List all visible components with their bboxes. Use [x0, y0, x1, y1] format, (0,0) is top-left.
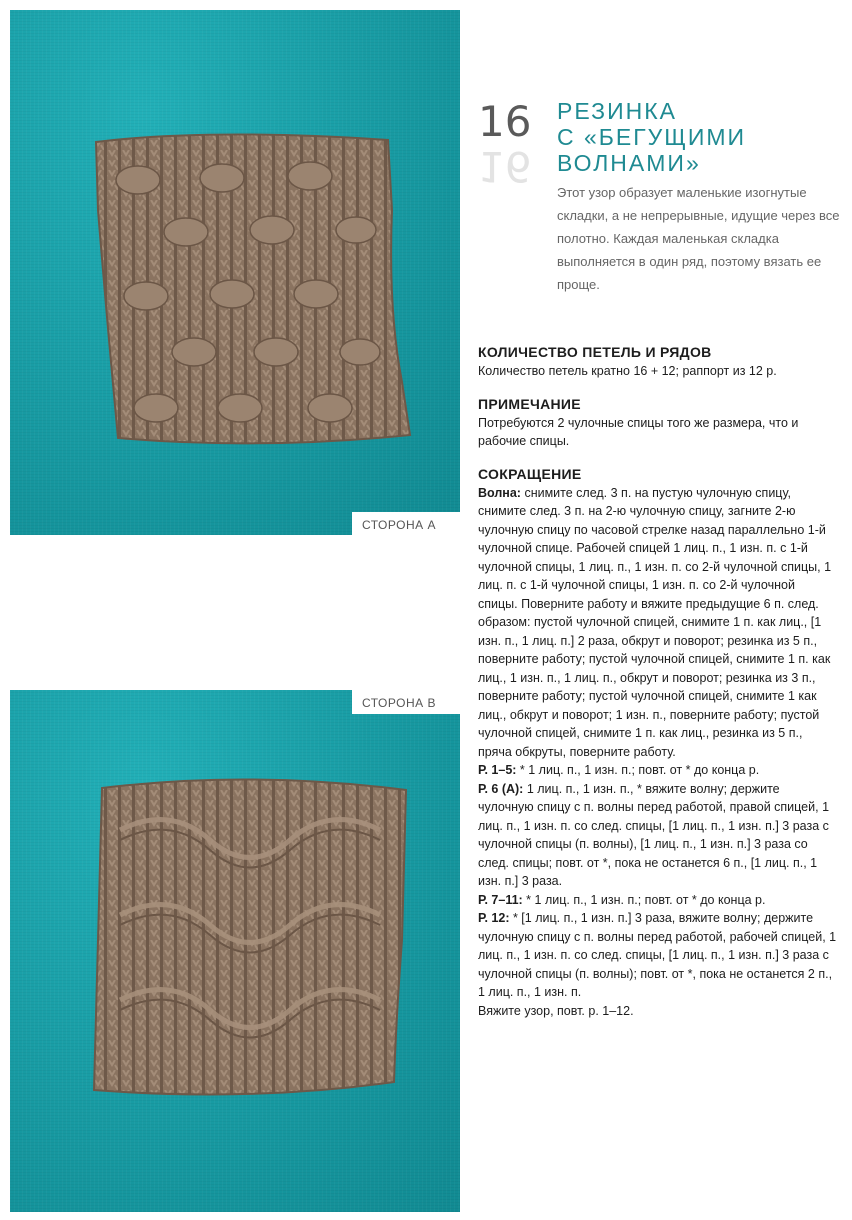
row-text: * 1 лиц. п., 1 изн. п.; повт. от * до конца р.: [516, 763, 760, 777]
row-text: 1 лиц. п., 1 изн. п., * вяжите волну; держите чулочную спицу с п. волны перед работой, правой спицей, 1 лиц. п., 1 изн. п. со след. спицы, [1 лиц. п., 1 изн. п.] 3 раза с чулочной спицы (п. волны), [1 лиц. п., 1 изн. п.] 3 раза со след. спицы; повт. от *, пока не останется 6 п., [1 лиц. п., 1 изн. п.] 3 раза.: [478, 781, 830, 888]
note-text: Потребуются 2 чулочные спицы того же размера, что и рабочие спицы.: [478, 415, 799, 448]
pattern-number: 16: [478, 97, 532, 146]
pattern-number-reflection: 16: [478, 142, 532, 191]
instructions: [478, 342, 838, 1020]
row-label: Р. 12:: [478, 911, 510, 925]
pattern-intro: Этот узор образует маленькие изогнутые складки, а не непрерывные, идущие через все полотно. Каждая маленькая складка выполняется в один ряд, поэтому вязать ее проще.: [557, 185, 840, 292]
title-line: РЕЗИНКА: [557, 98, 677, 124]
stitches-heading: КОЛИЧЕСТВО ПЕТЕЛЬ И РЯДОВ: [478, 344, 712, 360]
row-instruction: [478, 891, 838, 910]
pattern-title: [557, 98, 837, 176]
title-line: ВОЛНАМИ»: [557, 150, 701, 176]
row-instruction: [478, 909, 838, 1002]
row-text: * [1 лиц. п., 1 изн. п.] 3 раза, вяжите волну; держите чулочную спицу с п. волны перед работой, рабочей спицей, 1 лиц. п., 1 изн. п. со след. спицы, [1 лиц. п., 1 изн. п.] 3 раза с чулочной спицы (п. волны); повт. от *, пока не останется 2 п., 1 лиц. п., 1 изн. п.: [478, 911, 837, 999]
row-label: Р. 1–5:: [478, 763, 517, 777]
final-instruction: Вяжите узор, повт. р. 1–12.: [478, 1003, 634, 1018]
row-instruction: [478, 761, 838, 780]
swatch-photo-side-a: [10, 10, 460, 535]
stitches-text: Количество петель кратно 16 + 12; раппорт из 12 р.: [478, 364, 777, 378]
side-a-label: СТОРОНА A: [352, 512, 460, 536]
title-line: С «БЕГУЩИМИ: [557, 124, 747, 150]
row-label: Р. 6 (А):: [478, 781, 524, 796]
knitted-swatch-a: [10, 10, 460, 535]
swatch-photo-side-b: [10, 690, 460, 1212]
row-text: * 1 лиц. п., 1 изн. п.; повт. от * до конца р.: [522, 892, 766, 907]
abbrev-heading: СОКРАЩЕНИЕ: [478, 465, 582, 482]
wave-term: Волна:: [478, 485, 521, 500]
wave-text: снимите след. 3 п. на пустую чулочную спицу, снимите след. 3 п. на 2-ю чулочную спицу, загните 2-ю чулочную спицу по часовой стрелке назад параллельно 1-й чулочной спице. Рабочей спицей 1 лиц. п., 1 изн. п. с 1-й чулочной спицы, 1 лиц. п., 1 изн. п. со 2-й чулочной спицы, 1 лиц. п. с 1-й чулочной спицы, 1 изн. п. со 2-й чулочной спицы. Поверните работу и вяжите предыдущие 6 п. след. образом: пустой чулочной спицей, снимите 1 п. как лиц., [1 изн. п., 1 лиц. п.] 2 раза, обкрут и поворот; резинка из 5 п., поверните работу; пустой чулочной спицей, снимите 1 п. как лиц., 1 изн. п., 1 лиц. п., обкрут и поворот; резинка из 3 п., поверните работу; пустой чулочной спицей, снимите 1 как лиц., обкрут и поворот; 1 изн. п., поверните работу; пустой чулочной спицей, снимите 1 п. как лиц., резинка из 5 п., пряча обкруты, поверните работу.: [478, 485, 832, 759]
wave-definition: [478, 484, 838, 762]
knitted-swatch-b: [10, 690, 460, 1212]
row-label: Р. 7–11:: [478, 892, 523, 907]
row-instruction: [478, 780, 838, 891]
side-b-label: СТОРОНА B: [352, 690, 460, 714]
note-heading: ПРИМЕЧАНИЕ: [478, 395, 581, 412]
